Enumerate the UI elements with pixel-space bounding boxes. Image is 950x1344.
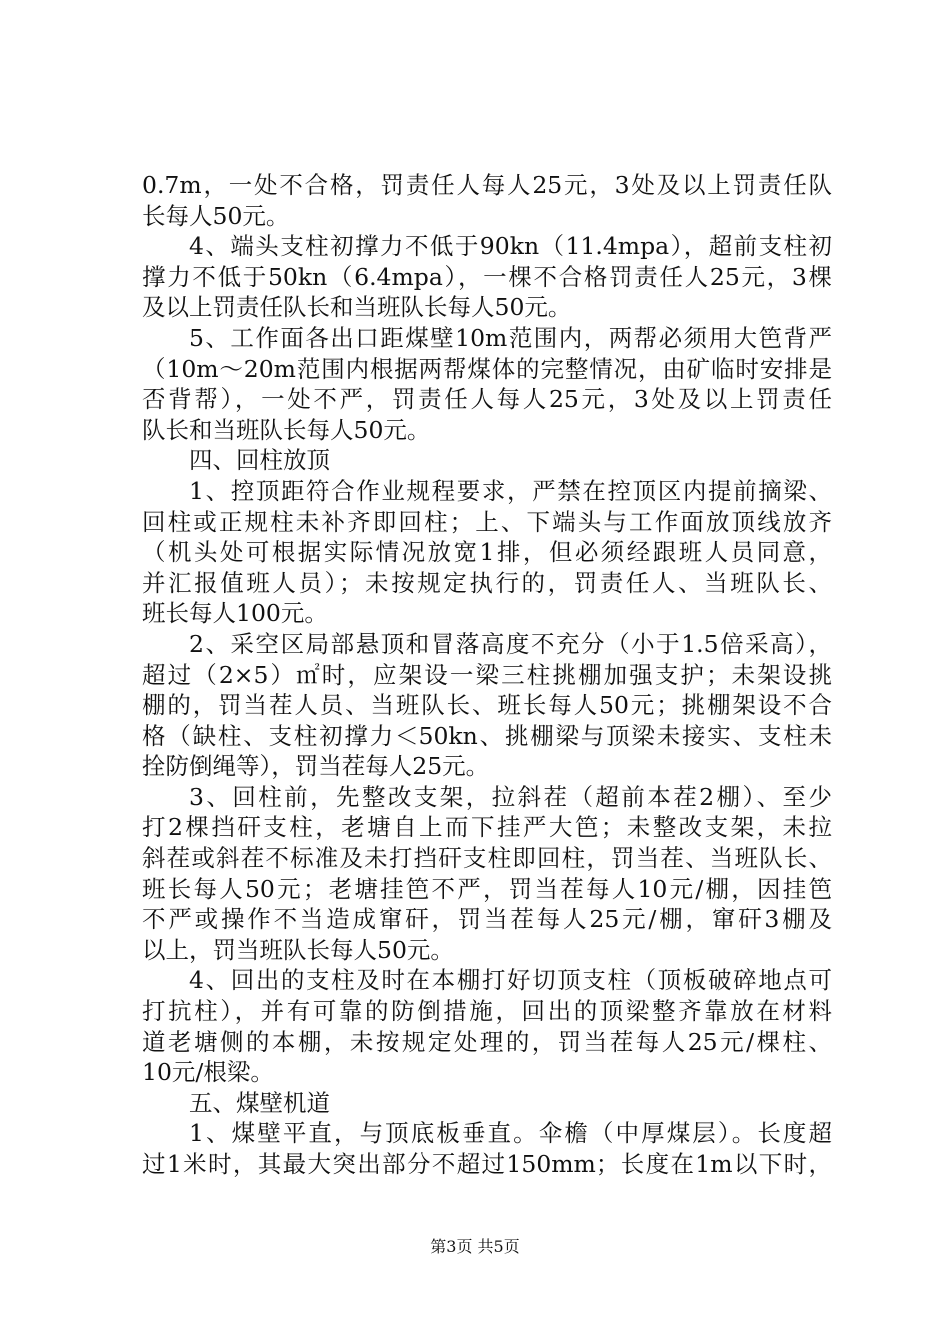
text-line: 超过（2×5）㎡时，应架设一梁三柱挑棚加强支护；未架设挑 — [142, 660, 832, 689]
text-line: 回柱或正规柱未补齐即回柱；上、下端头与工作面放顶线放齐 — [142, 507, 832, 536]
text-line: 四、回柱放顶 — [189, 446, 330, 475]
text-line: 棚的，罚当茬人员、当班队长、班长每人50元；挑棚架设不合 — [142, 691, 832, 720]
text-line: 拴防倒绳等），罚当茬每人25元。 — [142, 752, 490, 781]
text-line: 五、煤壁机道 — [189, 1088, 330, 1117]
text-line: 斜茬或斜茬不标准及未打挡矸支柱即回柱，罚当茬、当班队长、 — [142, 844, 832, 873]
text-line: 否背帮），一处不严，罚责任人每人25元，3处及以上罚责任 — [142, 385, 832, 414]
text-line: 0.7m，一处不合格，罚责任人每人25元，3处及以上罚责任队 — [142, 171, 832, 199]
text-line: 4、端头支柱初撑力不低于90kn（11.4mpa），超前支柱初 — [189, 232, 832, 261]
text-line: 过1米时，其最大突出部分不超过150mm；长度在1m以下时， — [142, 1150, 832, 1178]
text-line: 长每人50元。 — [142, 201, 290, 230]
text-line: （10m～20m范围内根据两帮煤体的完整情况，由矿临时安排是 — [142, 354, 832, 383]
text-line: 道老塘侧的本棚，未按规定处理的，罚当茬每人25元/棵柱、 — [142, 1027, 832, 1056]
text-line: 10元/根梁。 — [142, 1058, 274, 1087]
text-line: 队长和当班队长每人50元。 — [142, 415, 431, 444]
text-line: 4、回出的支柱及时在本棚打好切顶支柱（顶板破碎地点可 — [189, 966, 832, 995]
text-line: 班长每人100元。 — [142, 599, 328, 628]
document-body — [142, 170, 832, 1180]
text-line: 1、控顶距符合作业规程要求，严禁在控顶区内提前摘梁、 — [189, 476, 832, 505]
text-line: 撑力不低于50kn（6.4mpa），一棵不合格罚责任人25元，3棵 — [142, 262, 832, 291]
text-line: 1、煤壁平直，与顶底板垂直。伞檐（中厚煤层）。长度超 — [189, 1119, 832, 1148]
text-line: 及以上罚责任队长和当班队长每人50元。 — [142, 293, 572, 322]
text-line: 以上，罚当班队长每人50元。 — [142, 935, 454, 964]
text-line: 3、回柱前，先整改支架，拉斜茬（超前本茬2棚）、至少 — [189, 782, 832, 811]
page-footer: 第3页 共5页 — [430, 1237, 520, 1256]
text-line: 打抗柱），并有可靠的防倒措施，回出的顶梁整齐靠放在材料 — [142, 997, 832, 1026]
text-line: 打2棵挡矸支柱，老塘自上而下挂严大笆；未整改支架，未拉 — [142, 813, 832, 842]
text-line: 班长每人50元；老塘挂笆不严，罚当茬每人10元/棚，因挂笆 — [142, 874, 832, 903]
text-line: 5、工作面各出口距煤壁10m范围内，两帮必须用大笆背严 — [189, 323, 832, 352]
text-line: 并汇报值班人员）；未按规定执行的，罚责任人、当班队长、 — [142, 568, 832, 597]
text-line: （机头处可根据实际情况放宽1排，但必须经跟班人员同意， — [142, 538, 832, 567]
text-line: 不严或操作不当造成窜矸，罚当茬每人25元/棚，窜矸3棚及 — [142, 905, 832, 934]
text-line: 2、采空区局部悬顶和冒落高度不充分（小于1.5倍采高）， — [189, 629, 832, 658]
text-line: 格（缺柱、支柱初撑力＜50kn、挑棚梁与顶梁未接实、支柱未 — [142, 721, 832, 750]
